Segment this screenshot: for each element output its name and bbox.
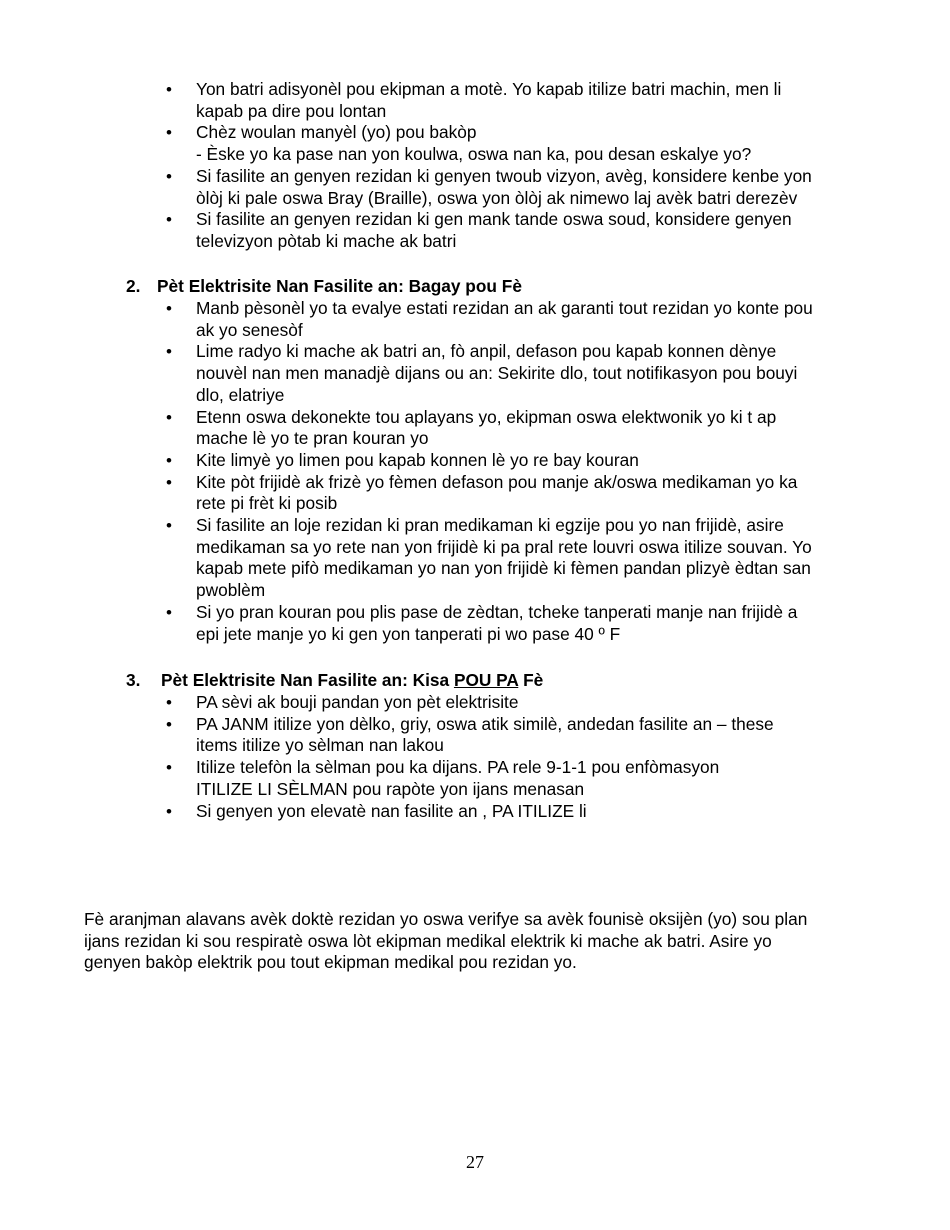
list-item: • Kite pòt frijidè ak frizè yo fèmen defason pou manje ak/oswa medikaman yo ka rete pi frèt ki posib — [166, 472, 866, 515]
section-3-heading — [126, 669, 543, 691]
list-item: • Si genyen yon elevatè nan fasilite an , PA ITILIZE li — [166, 801, 866, 823]
list-item: • Yon batri adisyonèl pou ekipman a motè. Yo kapab itilize batri machin, men li kapab pa dire pou lontan — [166, 79, 866, 122]
section-3-title-emphasis: POU PA — [453, 670, 519, 690]
list-item: • Etenn oswa dekonekte tou aplayans yo, ekipman oswa elektwonik yo ki t ap mache lè yo te pran kouran yo — [166, 407, 866, 450]
list-item: • Chèz woulan manyèl (yo) pou bakòp - Èske yo ka pase nan yon koulwa, oswa nan ka, pou desan eskalye yo? — [166, 122, 866, 165]
list-item: • PA JANM itilize yon dèlko, griy, oswa atik similè, andedan fasilite an – these items itilize yo sèlman nan lakou — [166, 714, 866, 757]
section-2-bullet-list — [166, 298, 866, 645]
list-item: • Manb pèsonèl yo ta evalye estati rezidan an ak garanti tout rezidan yo konte pou ak yo senesòf — [166, 298, 866, 341]
page-number: 27 — [466, 1152, 484, 1172]
section-2-number: 2. — [126, 276, 141, 296]
section-2-heading — [126, 275, 522, 297]
list-item: • Kite limyè yo limen pou kapab konnen lè yo re bay kouran — [166, 450, 866, 472]
section-3-bullet-list — [166, 692, 866, 822]
section-3-number: 3. — [126, 670, 141, 690]
section-3-title: Pèt Elektrisite Nan Fasilite an: Kisa POU PA Fè — [161, 670, 544, 690]
list-item: • Si fasilite an loje rezidan ki pran medikaman ki egzije pou yo nan frijidè, asire medikaman sa yo rete nan yon frijidè ki pa pral rete louvri oswa itilize souvan. Yo kapab mete pifò medikaman yo nan yon frijidè ki fèmen pandan plizyè èdtan san pwoblèm — [166, 515, 866, 602]
list-item: • Itilize telefòn la sèlman pou ka dijans. PA rele 9-1-1 pou enfòmasyon ITILIZE LI SÈLMAN pou rapòte yon ijans menasan — [166, 757, 866, 800]
list-item: • Si yo pran kouran pou plis pase de zèdtan, tcheke tanperati manje nan frijidè a epi jete manje yo ki gen yon tanperati pi wo pase 40 º F — [166, 602, 866, 645]
section-2-title: Pèt Elektrisite Nan Fasilite an: Bagay pou Fè — [157, 276, 522, 296]
list-item: • Si fasilite an genyen rezidan ki genyen twoub vizyon, avèg, konsidere kenbe yon òlòj ki pale oswa Bray (Braille), oswa yon òlòj ak nimewo laj avèk batri derezèv — [166, 166, 866, 209]
list-item: • Si fasilite an genyen rezidan ki gen mank tande oswa soud, konsidere genyen televizyon pòtab ki mache ak batri — [166, 209, 866, 252]
closing-paragraph: Fè aranjman alavans avèk doktè rezidan yo oswa verifye sa avèk founisè oksijèn (yo) sou plan ijans rezidan ki sou respiratè oswa lòt ekipman medikal elektrik ki mache ak batri. Asire yo genyen bakòp elektrik pou tout ekipman medikal pou rezidan yo. — [84, 909, 808, 973]
list-item: • Lime radyo ki mache ak batri an, fò anpil, defason pou kapab konnen dènye nouvèl nan men manadjè dijans ou an: Sekirite dlo, tout notifikasyon pou bouyi dlo, elatriye — [166, 341, 866, 406]
list-item: • PA sèvi ak bouji pandan yon pèt elektrisite — [166, 692, 866, 714]
intro-bullet-list — [166, 79, 866, 253]
